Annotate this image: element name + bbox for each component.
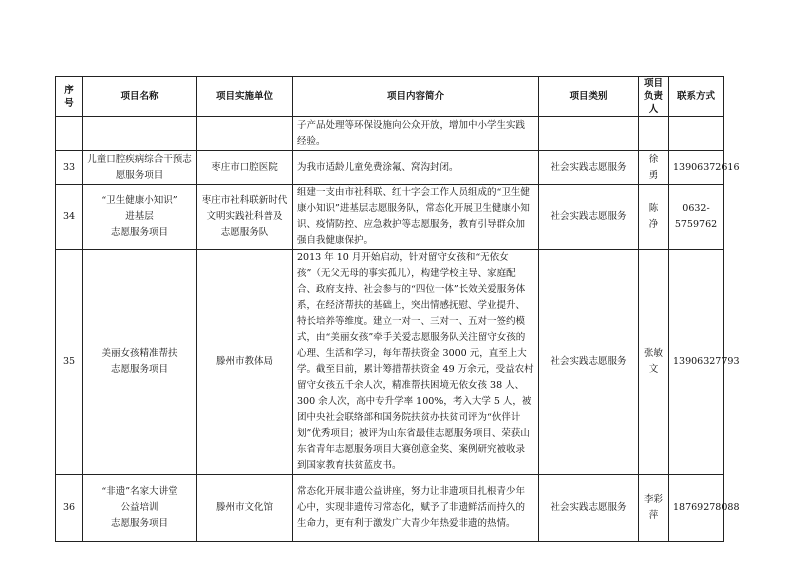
cell-implementing-unit: 滕州市教体局 <box>197 250 293 475</box>
table-row <box>56 250 724 475</box>
cell-seq: 35 <box>56 250 83 475</box>
cell-project-category: 社会实践志愿服务 <box>539 475 639 542</box>
cell-project-name <box>83 117 197 151</box>
table-header-row <box>56 77 724 117</box>
cell-project-name: 儿童口腔疾病综合干预志愿服务项目 <box>83 151 197 185</box>
cell-contact: 18769278088 <box>669 475 724 542</box>
volunteer-project-table <box>55 76 740 542</box>
cell-contact: 13906327793 <box>669 250 724 475</box>
cell-project-leader: 张敏文 <box>639 250 669 475</box>
cell-project-description: 子产品处理等环保设施向公众开放，增加中小学生实践经验。 <box>293 117 539 151</box>
header-project-category: 项目类别 <box>539 77 639 117</box>
cell-project-name: “卫生健康小知识” 进基层 志愿服务项目 <box>83 185 197 250</box>
cell-project-name: “非遗”名家大讲堂 公益培训 志愿服务项目 <box>83 475 197 542</box>
header-project-name: 项目名称 <box>83 77 197 117</box>
cell-project-description: 为我市适龄儿童免费涂氟、窝沟封闭。 <box>293 151 539 185</box>
header-contact: 联系方式 <box>669 77 724 117</box>
cell-implementing-unit: 枣庄市口腔医院 <box>197 151 293 185</box>
cell-seq <box>56 117 83 151</box>
cell-implementing-unit: 枣庄市社科联新时代文明实践社科普及 志愿服务队 <box>197 185 293 250</box>
cell-project-leader: 陈 净 <box>639 185 669 250</box>
table-row <box>56 117 724 151</box>
header-implementing-unit: 项目实施单位 <box>197 77 293 117</box>
cell-project-category: 社会实践志愿服务 <box>539 151 639 185</box>
cell-implementing-unit <box>197 117 293 151</box>
cell-project-category: 社会实践志愿服务 <box>539 185 639 250</box>
header-project-leader: 项目负责人 <box>639 77 669 117</box>
cell-seq: 34 <box>56 185 83 250</box>
cell-project-category: 社会实践志愿服务 <box>539 250 639 475</box>
header-project-description: 项目内容简介 <box>293 77 539 117</box>
cell-implementing-unit: 滕州市文化馆 <box>197 475 293 542</box>
cell-project-description: 组建一支由市社科联、红十字会工作人员组成的“卫生健康小知识”进基层志愿服务队，常态化开展卫生健康小知识、疫情防控、应急救护等志愿服务，教育引导群众加强自我健康保护。 <box>293 185 539 250</box>
cell-project-leader <box>639 117 669 151</box>
cell-project-leader: 李彩萍 <box>639 475 669 542</box>
cell-project-name: 美丽女孩精准帮扶 志愿服务项目 <box>83 250 197 475</box>
cell-project-leader: 徐 勇 <box>639 151 669 185</box>
table-row <box>56 151 724 185</box>
cell-contact: 0632-5759762 <box>669 185 724 250</box>
table-row <box>56 185 724 250</box>
table-row <box>56 475 724 542</box>
cell-contact <box>669 117 724 151</box>
cell-seq: 36 <box>56 475 83 542</box>
cell-project-description: 2013 年 10 月开始启动，针对留守女孩和“无依女孩”（无父无母的事实孤儿），构建学校主导、家庭配合、政府支持、社会参与的“四位一体”长效关爱服务体系，在经济帮扶的基础上，突出情感抚慰、学业提升、特长培养等维度。建立一对一、三对一、五对一签约模式，由“美丽女孩”牵手关爱志愿服务队关注留守女孩的心理、生活和学习，每年帮扶资金 3000 元，直至上大学。截至目前，累计筹措帮扶资金 49 万余元，受益农村留守女孩五千余人次，精准帮扶困境无依女孩 38 人、300 余人次，高中专升学率 100%，考入大学 5 人，被团中央社会联络部和国务院扶贫办扶贫司评为“伙伴计划”优秀项目；被评为山东省最佳志愿服务项目、荣获山东省青年志愿服务项目大赛创意金奖、案例研究被收录到国家教育扶贫蓝皮书。 <box>293 250 539 475</box>
cell-project-category <box>539 117 639 151</box>
cell-contact: 13906372616 <box>669 151 724 185</box>
header-seq: 序号 <box>56 77 83 117</box>
cell-seq: 33 <box>56 151 83 185</box>
cell-project-description: 常态化开展非遗公益讲座，努力让非遗项目扎根青少年心中，实现非遗传习常态化，赋予了非遗鲜活而持久的生命力，更有利于激发广大青少年热爱非遗的热情。 <box>293 475 539 542</box>
